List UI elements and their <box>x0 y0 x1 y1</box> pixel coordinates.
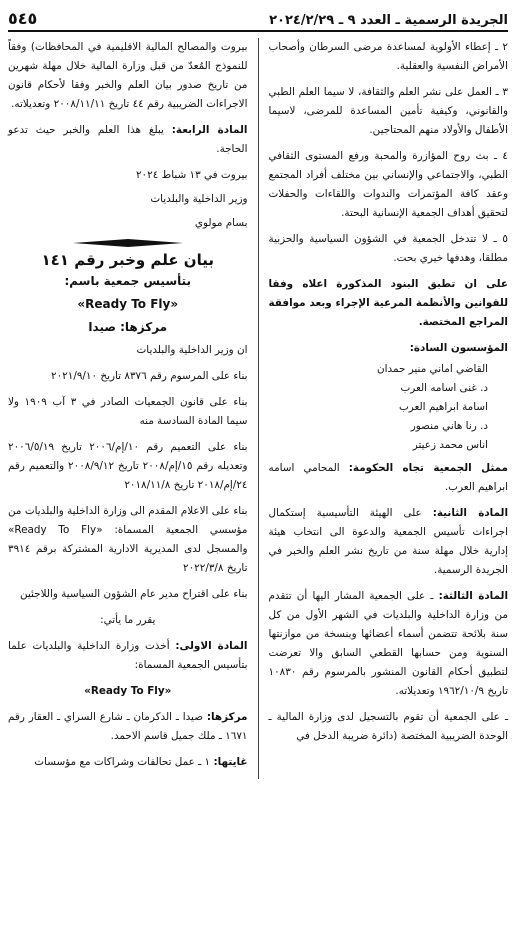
goals-text: ١ ـ عمل تحالفات وشراكات مع مؤسسات <box>34 756 214 768</box>
goals-label: غايتها: <box>213 756 248 768</box>
article-2 <box>269 504 509 580</box>
goals <box>8 753 248 772</box>
founders-label: المؤسسون السادة: <box>409 342 508 354</box>
goal-3: ٣ ـ العمل على نشر العلم والثقافة، لا سيما العلم الطبي والقانوني، وكيفية تأمين المساعدة للمرضى، لاسيما الأطفال والأولاد منهم المحتاجين. <box>268 86 508 136</box>
tax-continuation: بيروت والمصالح المالية الاقليمية في المحافظات) وفقاً للنموذج المُعدّ من قبل وزارة المالية خلال مهلة شهرين من تاريخ صدور بيان العلم والخبر وفقا لأحكام قانون الاجراءات الضريبية رقم ٤٤ تاريخ ٢٠٠٨/١١/١١ وتعديلاته. <box>8 41 248 110</box>
page-number: ٥٤٥ <box>8 9 38 28</box>
decides-label: يقرر ما يأتي: <box>100 614 156 626</box>
article-3-text: ـ على الجمعية المشار اليها أن تتقدم من وزارة الداخلية والبلديات في الشهر الأول من كل سنة بلائحة تتضمن أسماء أعضائها وبنسخة من موازنتها السنوية ومن حسابها القطعي السابق والا تعرضت لتطبيق أحكام القانون المنشور بالمرسوم رقم ١٠٨٣٠ تاريخ ١٩٦٢/١٠/٩ وتعديلاته. <box>268 590 508 697</box>
association-name: «Ready To Fly» <box>77 297 179 311</box>
goal-5: ٥ ـ لا تتدخل الجمعية في الشؤون السياسية والحزبية مطلقا، وهدفها خيري بحت. <box>268 233 508 264</box>
article-1 <box>8 637 248 675</box>
basis-2: بناء على قانون الجمعيات الصادر في ٣ آب ١٩٠٩ ولا سيما المادة السادسة منه <box>8 396 248 427</box>
basis-1: بناء على المرسوم رقم ٨٣٧٦ تاريخ ٢٠٢١/٩/١٠ <box>51 370 248 382</box>
goal-2: ٢ ـ إعطاء الأولوية لمساعدة مرضى السرطان وأصحاب الأمراض النفسية والعقلية. <box>268 41 508 72</box>
page-header <box>8 6 508 32</box>
article-4-label: المادة الرابعة: <box>171 124 248 136</box>
right-column <box>258 38 509 779</box>
founder-item: د. رنا هاني منصور <box>410 420 488 432</box>
article-1-label: المادة الاولى: <box>175 640 248 652</box>
article-4-text: يبلغ هذا العلم والخبر حيث تدعو الحاجة. <box>8 124 248 155</box>
article-1-association-name: «Ready To Fly» <box>84 685 172 697</box>
founder-item: اسامة ابراهيم العرب <box>398 401 488 413</box>
notice-subtitle: بتأسيس جمعية باسم: <box>64 274 192 288</box>
journal-title: الجريدة الرسمية ـ العدد ٩ ـ ٢٠٢٤/٢/٢٩ <box>269 13 508 28</box>
headquarters-text: صيدا ـ الدكرمان ـ شارع السراي ـ العقار رقم ١٦٧١ ـ ملك جميل قاسم الاحمد. <box>8 711 248 742</box>
headquarters-label: مركزها: <box>206 711 248 723</box>
signature-name: بسام مولوي <box>194 217 248 229</box>
basis-5: بناء على اقتراح مدير عام الشؤون السياسية واللاجئين <box>19 588 248 600</box>
founder-item: القاضي اماني منير حمدان <box>376 363 488 375</box>
founders-list <box>269 360 509 455</box>
association-center: مركزها: صيدا <box>88 320 168 334</box>
gov-rep-paragraph <box>269 459 509 497</box>
tax-registration: ـ على الجمعية أن تقوم بالتسجيل لدى وزارة المالية ـ الوحدة الضريبية المختصة (دائرة ضريبة الدخل في <box>268 711 508 742</box>
signature-title: وزير الداخلية والبلديات <box>150 193 248 205</box>
gov-rep-label: ممثل الجمعية تجاه الحكومة: <box>348 462 508 474</box>
minister-intro: ان وزير الداخلية والبلديات <box>136 344 248 356</box>
conditions-paragraph: على ان تطبق البنود المذكورة اعلاه وفقا للقوانين والأنظمة المرعية الإجراء وبعد موافقة المراجع المختصة. <box>268 278 508 328</box>
article-1-text: أخذت وزارة الداخلية والبلديات علما بتأسيس الجمعية المسماة: <box>8 640 248 671</box>
article-3-label: المادة الثالثة: <box>438 590 509 602</box>
left-column <box>8 38 258 779</box>
notice-title: بيان علم وخبر رقم ١٤١ <box>41 251 214 269</box>
divider-ornament <box>73 239 183 247</box>
article-2-text: على الهيئة التأسيسية إستكمال اجراءات تأسيس الجمعية والدعوة الى انتخاب هيئة إدارية خلال مهلة سنة من تاريخ نشر العلم والخبر في الجريدة الرسمية. <box>268 507 508 576</box>
gov-rep-value: المحامي اسامه ابراهيم العرب. <box>268 462 508 493</box>
article-2-label: المادة الثانية: <box>432 507 509 519</box>
article-4 <box>8 121 248 159</box>
section-divider <box>8 239 248 247</box>
founder-item: د. غنى اسامه العرب <box>400 382 488 394</box>
basis-4: بناء على الاعلام المقدم الى وزارة الداخلية والبلديات من مؤسسي الجمعية المسماة: «Ready To Fly» والمسجل لدى المديرية الادارية المشتركة برقم ٣٩١٤ تاريخ ٢٠٢٢/٣/٨ <box>8 505 248 574</box>
signature-date: بيروت في ١٣ شباط ٢٠٢٤ <box>135 169 248 181</box>
basis-3: بناء على التعميم رقم ١٠/إم/٢٠٠٦ تاريخ ٢٠٠٦/٥/١٩ وتعديله رقم ١٥/إم/٢٠٠٨ تاريخ ٢٠٠٨/٩/١٢ والتعميم رقم ٢٤/إم/٢٠١٨ تاريخ ٢٠١٨/١١/٨ <box>8 441 248 491</box>
article-3 <box>269 587 509 701</box>
founder-item: اناس محمد زعيتر <box>412 439 488 451</box>
headquarters <box>8 708 248 746</box>
goal-4: ٤ ـ بث روح المؤازرة والمحبة ورفع المستوى الثقافي الطبي، والاجتماعي والإنساني بين مختلف أفراد المجتمع وعقد كافة المؤتمرات والندوات واللقاءات والحفلات لتحقيق أهداف الجمعية الإنسانية البحتة. <box>268 150 508 219</box>
columns <box>8 38 508 779</box>
